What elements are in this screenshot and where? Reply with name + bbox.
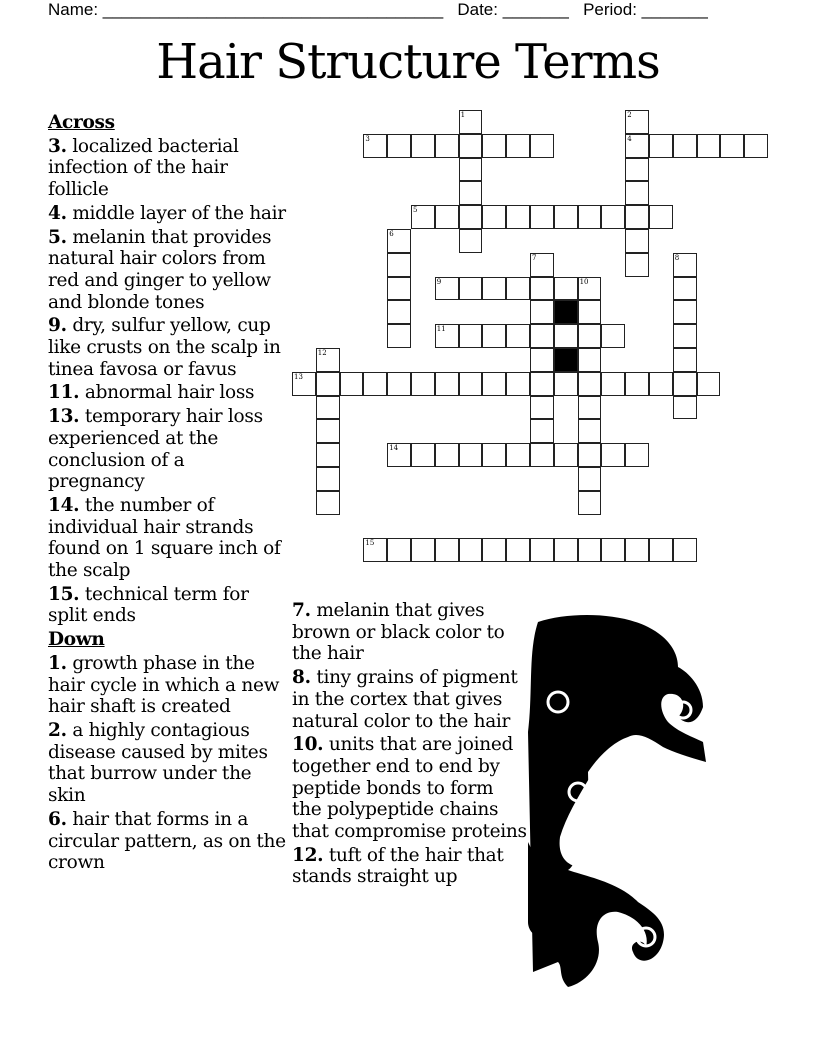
- grid-cell[interactable]: [482, 277, 506, 301]
- grid-cell[interactable]: [578, 467, 602, 491]
- grid-cell[interactable]: [530, 324, 554, 348]
- grid-cell[interactable]: [578, 277, 602, 301]
- grid-cell[interactable]: [387, 134, 411, 158]
- cell-number: 11: [436, 325, 446, 334]
- clue-number: 7.: [292, 600, 311, 621]
- grid-cell[interactable]: [578, 348, 602, 372]
- grid-cell[interactable]: [530, 538, 554, 562]
- grid-cell[interactable]: [554, 324, 578, 348]
- across-clue: [48, 495, 286, 582]
- across-clue-list: [48, 136, 286, 627]
- grid-cell[interactable]: [506, 443, 530, 467]
- grid-cell[interactable]: [316, 396, 340, 420]
- grid-cell[interactable]: [387, 229, 411, 253]
- grid-cell[interactable]: [387, 277, 411, 301]
- clue-text: tuft of the hair that stands straight up: [292, 844, 504, 888]
- grid-cell[interactable]: [506, 324, 530, 348]
- grid-cell[interactable]: [530, 372, 554, 396]
- grid-cell[interactable]: [435, 277, 459, 301]
- worksheet-header: [48, 0, 708, 20]
- grid-cell[interactable]: [578, 419, 602, 443]
- grid-cell[interactable]: [411, 372, 435, 396]
- across-clue: [48, 227, 286, 314]
- grid-cell[interactable]: [387, 324, 411, 348]
- grid-cell[interactable]: [578, 491, 602, 515]
- black-cell: [554, 300, 578, 324]
- grid-cell[interactable]: [435, 372, 459, 396]
- grid-cell[interactable]: [673, 134, 697, 158]
- clue-number: 2.: [48, 719, 67, 741]
- grid-cell[interactable]: [435, 538, 459, 562]
- grid-cell[interactable]: [316, 348, 340, 372]
- cell-number: 7: [532, 253, 537, 262]
- across-clue: [48, 584, 286, 627]
- grid-cell[interactable]: [578, 324, 602, 348]
- clue-text: middle layer of the hair: [72, 202, 286, 224]
- grid-cell[interactable]: [601, 443, 625, 467]
- grid-cell[interactable]: [578, 372, 602, 396]
- page-title: Hair Structure Terms: [156, 34, 660, 90]
- grid-cell[interactable]: [530, 396, 554, 420]
- grid-cell[interactable]: [601, 538, 625, 562]
- grid-cell[interactable]: [435, 205, 459, 229]
- down-clue: [48, 809, 286, 874]
- clue-text: temporary hair loss experienced at the conclusion of a pregnancy: [48, 406, 263, 493]
- across-clue: [48, 203, 286, 225]
- grid-cell[interactable]: [482, 134, 506, 158]
- grid-cell[interactable]: [482, 205, 506, 229]
- cell-number: 10: [579, 277, 589, 286]
- cell-number: 5: [413, 206, 418, 215]
- cell-number: 8: [674, 253, 680, 262]
- clue-text: tiny grains of pigment in the cortex that gives natural color to the hair: [292, 667, 518, 732]
- clue-text: melanin that gives brown or black color to the hair: [292, 600, 505, 665]
- grid-cell[interactable]: [482, 443, 506, 467]
- clue-number: 8.: [292, 667, 311, 689]
- grid-cell[interactable]: [459, 538, 483, 562]
- clue-number: 5.: [48, 226, 67, 248]
- grid-cell[interactable]: [554, 277, 578, 301]
- grid-cell[interactable]: [316, 443, 340, 467]
- grid-cell[interactable]: [625, 110, 649, 134]
- grid-cell[interactable]: [720, 134, 744, 158]
- grid-cell[interactable]: [411, 538, 435, 562]
- clue-number: 6.: [48, 808, 67, 830]
- clue-text: growth phase in the hair cycle in which a new hair shaft is created: [48, 652, 280, 718]
- grid-cell[interactable]: [601, 205, 625, 229]
- grid-cell[interactable]: [530, 348, 554, 372]
- grid-cell[interactable]: [649, 538, 673, 562]
- grid-cell[interactable]: [554, 538, 578, 562]
- grid-cell[interactable]: [411, 205, 435, 229]
- cell-number: 12: [317, 349, 327, 357]
- clue-number: 1.: [48, 652, 67, 674]
- clue-number: 15.: [48, 583, 80, 605]
- grid-cell[interactable]: [459, 110, 483, 134]
- cell-number: 3: [365, 134, 370, 143]
- clue-text: units that are joined together end to end by peptide bonds to form the polypeptide chains that compromise proteins: [292, 734, 527, 843]
- grid-cell[interactable]: [625, 205, 649, 229]
- grid-cell[interactable]: [673, 324, 697, 348]
- cell-number: 6: [389, 230, 394, 238]
- grid-cell[interactable]: [554, 205, 578, 229]
- across-clue: [48, 136, 286, 201]
- clue-text: dry, sulfur yellow, cup like crusts on the scalp in tinea favosa or favus: [48, 315, 281, 380]
- grid-cell[interactable]: [506, 538, 530, 562]
- name-field[interactable]: Name: ____________________________________: [48, 0, 444, 19]
- grid-cell[interactable]: [506, 372, 530, 396]
- grid-cell[interactable]: [435, 443, 459, 467]
- clue-text: melanin that provides natural hair colors from red and ginger to yellow and blonde tones: [48, 226, 272, 313]
- grid-cell[interactable]: [482, 372, 506, 396]
- grid-cell[interactable]: [316, 372, 340, 396]
- grid-cell[interactable]: [673, 300, 697, 324]
- grid-cell[interactable]: [601, 372, 625, 396]
- grid-cell[interactable]: [459, 277, 483, 301]
- grid-cell[interactable]: [649, 205, 673, 229]
- grid-cell[interactable]: [530, 205, 554, 229]
- clue-text: technical term for split ends: [48, 583, 249, 627]
- date-field[interactable]: Date: _______: [457, 0, 569, 19]
- grid-cell[interactable]: [387, 300, 411, 324]
- grid-cell[interactable]: [316, 491, 340, 515]
- grid-cell[interactable]: [673, 277, 697, 301]
- cell-number: 1: [460, 111, 466, 119]
- clue-number: 4.: [48, 202, 67, 224]
- grid-cell[interactable]: [673, 372, 697, 396]
- grid-cell[interactable]: [387, 253, 411, 277]
- grid-cell[interactable]: [363, 134, 387, 158]
- grid-cell[interactable]: [578, 300, 602, 324]
- clues-left-column: [48, 112, 286, 876]
- grid-cell[interactable]: [673, 396, 697, 420]
- cell-number: 15: [365, 539, 375, 548]
- grid-cell[interactable]: [578, 538, 602, 562]
- down-clue: [292, 734, 527, 843]
- across-clue: [48, 315, 286, 380]
- clue-number: 10.: [292, 734, 324, 756]
- clue-number: 12.: [292, 844, 324, 866]
- grid-cell[interactable]: [744, 134, 768, 158]
- period-field[interactable]: Period: _______: [583, 0, 708, 19]
- grid-cell[interactable]: [625, 253, 649, 277]
- grid-cell[interactable]: [530, 300, 554, 324]
- grid-cell[interactable]: [482, 324, 506, 348]
- grid-cell[interactable]: [554, 443, 578, 467]
- grid-cell[interactable]: [625, 181, 649, 205]
- grid-cell[interactable]: [411, 134, 435, 158]
- clue-number: 13.: [48, 406, 80, 428]
- clues-right-column: [292, 600, 527, 890]
- grid-cell[interactable]: [697, 372, 721, 396]
- down-clue: [48, 653, 286, 718]
- grid-cell[interactable]: [459, 205, 483, 229]
- down-clue: [292, 667, 527, 732]
- grid-cell[interactable]: [625, 443, 649, 467]
- grid-cell[interactable]: [530, 134, 554, 158]
- cell-number: 9: [436, 277, 442, 286]
- grid-cell[interactable]: [578, 443, 602, 467]
- grid-cell[interactable]: [316, 467, 340, 491]
- down-clue: [48, 720, 286, 807]
- down-clue-list-continued: [292, 600, 527, 888]
- grid-cell[interactable]: [578, 205, 602, 229]
- grid-cell[interactable]: [340, 372, 364, 396]
- grid-cell[interactable]: [459, 181, 483, 205]
- grid-cell[interactable]: [459, 443, 483, 467]
- grid-cell[interactable]: [625, 538, 649, 562]
- grid-cell[interactable]: [459, 134, 483, 158]
- grid-cell[interactable]: [625, 229, 649, 253]
- clue-text: a highly contagious disease caused by mites that burrow under the skin: [48, 719, 268, 807]
- clue-number: 14.: [48, 494, 80, 516]
- down-clue-list: [48, 653, 286, 874]
- grid-cell[interactable]: [435, 134, 459, 158]
- clue-text: hair that forms in a circular pattern, as on the crown: [48, 808, 286, 874]
- grid-cell[interactable]: [459, 229, 483, 253]
- clue-number: 3.: [48, 135, 67, 157]
- grid-cell[interactable]: [697, 134, 721, 158]
- grid-cell[interactable]: [482, 538, 506, 562]
- grid-cell[interactable]: [506, 134, 530, 158]
- grid-cell[interactable]: [459, 372, 483, 396]
- grid-cell[interactable]: [673, 538, 697, 562]
- grid-cell[interactable]: [625, 372, 649, 396]
- grid-cell[interactable]: [578, 396, 602, 420]
- clue-text: localized bacterial infection of the hair follicle: [48, 135, 239, 201]
- across-clue: [48, 382, 286, 404]
- grid-cell[interactable]: [673, 348, 697, 372]
- grid-cell[interactable]: [530, 443, 554, 467]
- grid-cell[interactable]: [363, 538, 387, 562]
- cell-number: 14: [389, 444, 399, 453]
- grid-cell[interactable]: [363, 372, 387, 396]
- down-clue: [292, 600, 527, 665]
- grid-cell[interactable]: [459, 158, 483, 182]
- grid-cell[interactable]: [530, 277, 554, 301]
- black-cell: [554, 348, 578, 372]
- grid-cell[interactable]: [387, 538, 411, 562]
- across-heading: Across: [48, 112, 115, 133]
- grid-cell[interactable]: [649, 134, 673, 158]
- grid-cell[interactable]: [601, 324, 625, 348]
- grid-cell[interactable]: [316, 419, 340, 443]
- down-clue: [292, 845, 527, 888]
- cell-number: 2: [627, 111, 632, 119]
- grid-cell[interactable]: [411, 443, 435, 467]
- grid-cell[interactable]: [625, 158, 649, 182]
- grid-cell[interactable]: [506, 277, 530, 301]
- grid-cell[interactable]: [387, 443, 411, 467]
- grid-cell[interactable]: [506, 205, 530, 229]
- grid-cell[interactable]: [649, 372, 673, 396]
- grid-cell[interactable]: [530, 419, 554, 443]
- cell-number: 4: [627, 134, 632, 143]
- clue-text: the number of individual hair strands found on 1 square inch of the scalp: [48, 494, 281, 582]
- down-heading: Down: [48, 629, 105, 651]
- across-clue: [48, 406, 286, 493]
- grid-cell[interactable]: [554, 372, 578, 396]
- clue-number: 11.: [48, 382, 80, 404]
- clue-text: abnormal hair loss: [84, 382, 255, 404]
- grid-cell[interactable]: [292, 372, 316, 396]
- grid-cell[interactable]: [435, 324, 459, 348]
- grid-cell[interactable]: [387, 372, 411, 396]
- grid-cell[interactable]: [459, 324, 483, 348]
- grid-cell[interactable]: [530, 253, 554, 277]
- woman-hair-silhouette-image: [528, 612, 708, 992]
- grid-cell[interactable]: [673, 253, 697, 277]
- cell-number: 13: [294, 372, 303, 381]
- grid-cell[interactable]: [625, 134, 649, 158]
- clue-number: 9.: [48, 315, 67, 337]
